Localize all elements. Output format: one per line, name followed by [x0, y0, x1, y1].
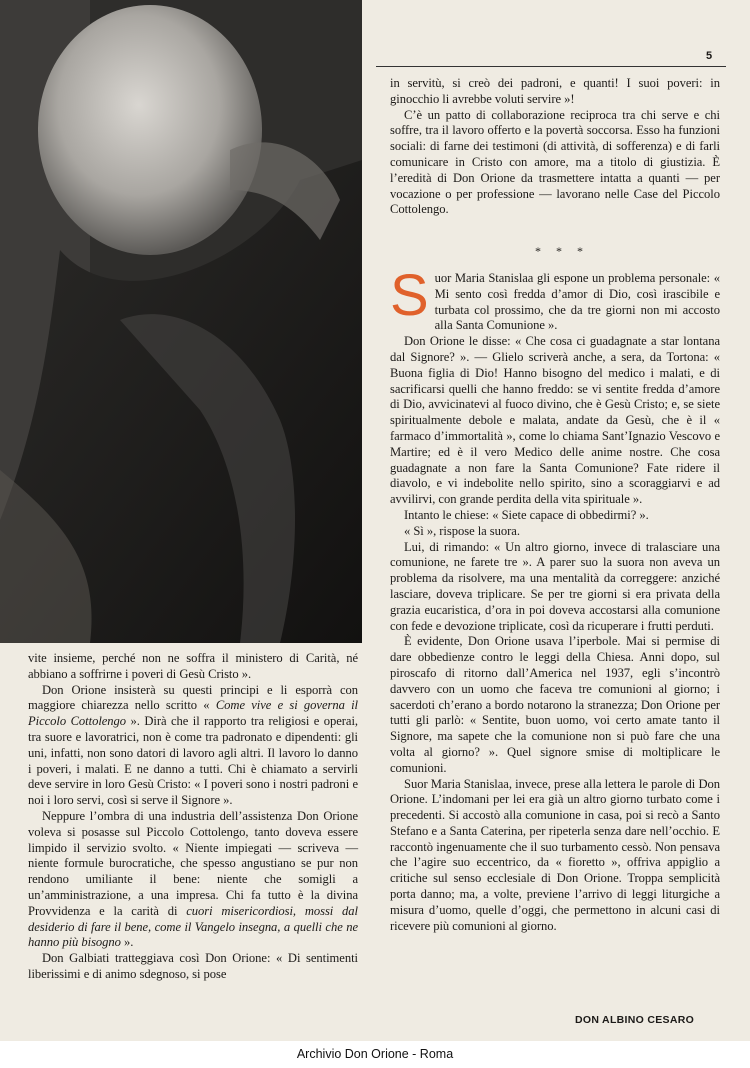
author-signature: DON ALBINO CESARO — [575, 1014, 695, 1026]
right-column-main — [390, 263, 720, 934]
paragraph: in servitù, si creò dei padroni, e quanti! I suoi poveri: in ginocchio li avrebbe voluti servire »! — [390, 76, 720, 106]
paragraph: Suor Maria Stanislaa gli espone un problema personale: « Mi sento così fredda d’amor di Dio, così irascibile e turbata col prossimo, che da tre giorni non mi accosto alla Santa Comunione ». — [390, 263, 720, 333]
photo-don-orione — [0, 0, 362, 643]
paragraph: È evidente, Don Orione usava l’iperbole. Mai si permise di dare obbedienze contro le leggi della Chiesa. Anni dopo, sul piroscafo di ritorno dall’America nel 1937, egli s’incontrò davvero con un uomo che faceva tre comunioni al giorno; i sacerdoti ch’erano a bordo notarono la stranezza; Don Orione per tutti gli parlò: « Sentite, buon uomo, voi certo amate tanto il Signore, ma sapete che la comunione non si può fare che una volta al giorno? ». Quel signore smise di moltiplicare le comunioni. — [390, 634, 720, 775]
page-number: 5 — [706, 50, 713, 62]
paragraph: Intanto le chiese: « Siete capace di obbedirmi? ». — [404, 507, 649, 522]
portrait-photo — [0, 0, 362, 643]
section-separator: * * * — [535, 244, 589, 258]
paragraph: « Sì », rispose la suora. — [404, 523, 520, 538]
paragraph: Neppure l’ombra di una industria dell’assistenza Don Orione voleva si posasse sul Piccolo Cottolengo, tanto doveva essere limpido il servizio svolto. « Niente impiegati — scriveva — niente formule burocratiche, che spesso angustiano se pur non rendono umiliante il bene: niente che somigli a un’amministrazione, a una impresa. Chi fa tutto è la divina Provvidenza e la carità di cuori misericordiosi, mossi dal desiderio di fare il bene, come il Vangelo insegna, a quelli che ne hanno più bisogno ». — [28, 808, 358, 950]
paragraph: Don Galbiati tratteggiava così Don Orione: « Di sentimenti liberissimi e di animo sdegnoso, si pose — [28, 951, 358, 981]
archive-footer: Archivio Don Orione - Roma — [0, 1041, 750, 1068]
left-column-bottom — [28, 651, 358, 983]
paragraph: Lui, di rimando: « Un altro giorno, invece di tralasciare una comunione, ne farete tre ». A parer suo la suora non aveva un problema da risolvere, ma una mentalità da correggere: anziché lasciare, doveva triplicare. Se per tre giorni si era privata della grazia eucaristica, d’ora in poi doveva accostarsi alla comunione con fede e devozione triplicate, così da ricuperare i frutti perduti. — [390, 539, 720, 633]
paragraph: vite insieme, perché non ne soffra il ministero di Carità, né abbiano a soffrirne i poveri di Gesù Cristo ». — [28, 651, 358, 681]
right-column-top — [390, 76, 720, 218]
paragraph: Suor Maria Stanislaa, invece, prese alla lettera le parole di Don Orione. L’indomani per lei era già un altro giorno turbato come i precedenti. Si accostò alla comunione in casa, poi si recò a Santo Stefano e a Santa Caterina, per ripeterla senza dare nell’occhio. E raccontò ingenuamente che il suo turbamento cessò. Non pensava che l’agire suo eccentrico, da « fioretto », offriva appiglio a critiche sul senso ecclesiale di Don Orione. Troppa semplicità porta danno; ma, a volte, previene l’arrivo di leggi liturgiche a misura d’uomo, quelle d’oggi, che permettono in alcuni casi di ricevere più comunioni al giorno. — [390, 776, 720, 933]
drop-cap: S — [390, 263, 429, 328]
header-rule — [376, 66, 726, 67]
paragraph: C’è un patto di collaborazione reciproca tra chi serve e chi soffre, tra il lavoro offerto e la povertà soccorsa. Esso ha funzioni sociali: di farne dei testimoni (di attività, di sofferenza) e di farli comunicare in Cristo con amore, ma a titolo di giustizia. È l’eredità di Don Orione da trasmettere intatta a quanti — per vocazione o per professione — lavorano nelle Case del Piccolo Cottolengo. — [390, 107, 720, 217]
paragraph: Don Orione insisterà su questi principi e li esporrà con maggiore chiarezza nello scritto « Come vive e si governa il Piccolo Cottolengo ». Dirà che il rapporto tra religiosi e operai, tra suore e lavoratrici, non è come tra padronato e dipendenti: gli uni, infatti, non sono datori di lavoro agli altri. Il lavoro lo danno i poveri, i malati. E ne danno a tutti. Chi è chiamato a servirli deve servire in loro Gesù Cristo: « I poveri sono i nostri padroni e noi i loro servi, così si serve il Signore ». — [28, 682, 359, 808]
paragraph: Don Orione le disse: « Che cosa ci guadagnate a star lontana dal Signore? ». — Glielo scriverà anche, a sera, da Tortona: « Buona figlia di Dio! Hanno bisogno del medico i malati, e di sacrificarsi quelli che hanno freddo: se vi sentite fredda d’amore di Dio, avvicinatevi al fuoco divino, che è Gesù Cristo; e, se siete spiritualmente debole e malata, andate da Gesù, che è il « farmaco d’immortalità », come lo chiama Sant’Ignazio Vescovo e Martire; ed è il vero Medico delle anime nostre. Che cosa guadagnate a non fare la Santa Comunione? Fate ridere il diavolo, e vi indebolite nello spirito, sino a scoraggiarvi e ad avvilirvi, con grande perdita della vita spirituale ». — [390, 334, 720, 507]
